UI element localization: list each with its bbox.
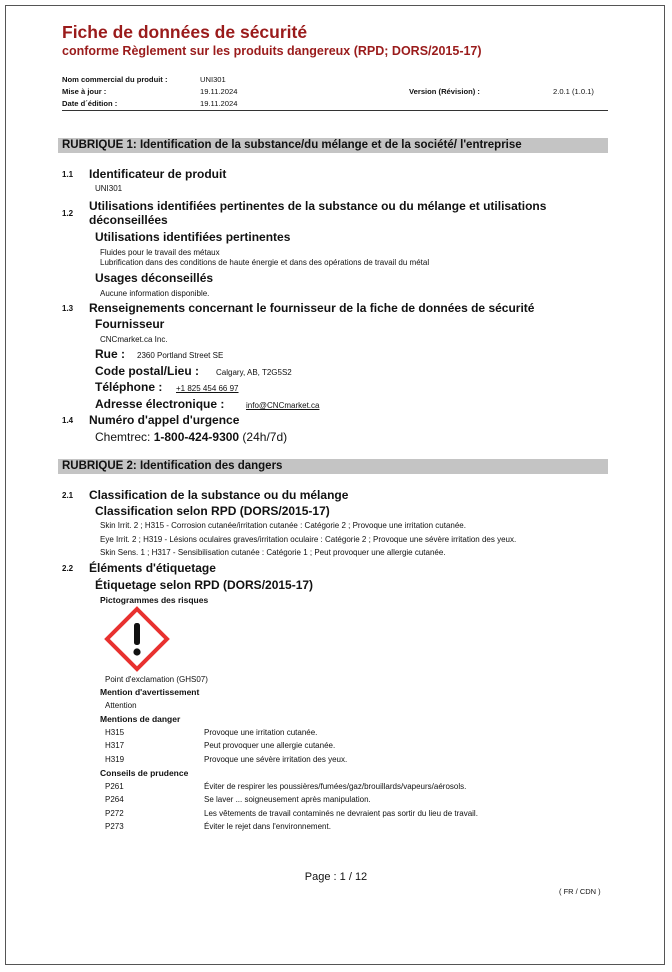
precaution-text: Éviter de respirer les poussières/fumées/gaz/brouillards/vapeurs/aérosols. [204,782,467,791]
identified-use-1: Fluides pour le travail des métaux [100,248,220,257]
section-1-2-title-line2: déconseillées [89,213,168,227]
language-code: ( FR / CDN ) [559,887,601,896]
product-name-label: Nom commercial du produit : [62,75,168,84]
classification-subtitle: Classification selon RPD (DORS/2015-17) [95,504,330,518]
edition-date: 19.11.2024 [200,99,238,108]
labelling-subtitle: Étiquetage selon RPD (DORS/2015-17) [95,578,314,592]
emergency-phone: 1-800-424-9300 [153,430,240,444]
discouraged-uses-title: Usages déconseillés [95,271,214,285]
section-1-heading: RUBRIQUE 1: Identification de la substance/du mélange et de la société/ l'entreprise [58,138,608,153]
product-identifier: UNI301 [95,184,123,193]
section-2-heading: RUBRIQUE 2: Identification des dangers [58,459,608,474]
hazard-text: Provoque une sévère irritation des yeux. [204,755,348,764]
street-label: Rue : [95,347,125,361]
phone-label: Téléphone : [95,380,163,394]
precautionary-statements-title: Conseils de prudence [100,768,189,778]
identified-uses-title: Utilisations identifiées pertinentes [95,230,291,244]
header-divider [62,110,608,111]
signal-word-title: Mention d'avertissement [100,687,200,697]
identified-use-2: Lubrification dans des conditions de haute énergie et dans des opérations de travail du métal [100,258,430,267]
precaution-code: P264 [105,795,124,804]
postal-label: Code postal/Lieu : [95,364,200,378]
precaution-code: P272 [105,809,124,818]
emergency-suffix: (24h/7d) [239,430,288,444]
precaution-code: P273 [105,822,124,831]
hazard-code: H315 [105,728,125,737]
pictogram-caption: Point d'exclamation (GHS07) [105,675,208,684]
emergency-number [95,430,287,444]
section-2-2-title: Éléments d'étiquetage [89,561,216,575]
version-value: 2.0.1 (1.0.1) [553,87,594,96]
update-label: Mise à jour : [62,87,107,96]
pictograms-title: Pictogrammes des risques [100,595,209,605]
precaution-code: P261 [105,782,124,791]
supplier-value: CNCmarket.ca Inc. [100,335,168,344]
phone-link[interactable]: +1 825 454 66 97 [176,384,239,393]
edition-label: Date d´édition : [62,99,118,108]
document-title: Fiche de données de sécurité [62,22,308,42]
section-1-1-title: Identificateur de produit [89,167,227,181]
email-label: Adresse électronique : [95,397,225,411]
hazard-text: Peut provoquer une allergie cutanée. [204,741,336,750]
section-2-1-number: 2.1 [62,491,74,500]
document-subtitle: conforme Règlement sur les produits dangereux (RPD; DORS/2015-17) [62,44,482,58]
section-1-2-number: 1.2 [62,209,74,218]
precaution-text: Les vêtements de travail contaminés ne devraient pas sortir du lieu de travail. [204,809,478,818]
supplier-title: Fournisseur [95,317,165,331]
emergency-prefix: Chemtrec: [95,430,154,444]
hazard-text: Provoque une irritation cutanée. [204,728,318,737]
classification-line-3: Skin Sens. 1 ; H317 - Sensibilisation cutanée : Catégorie 1 ; Peut provoquer une allergie cutanée. [100,548,446,557]
section-1-3-number: 1.3 [62,304,74,313]
section-1-4-number: 1.4 [62,416,74,425]
section-1-2-title-line1: Utilisations identifiées pertinentes de la substance ou du mélange et utilisations [89,199,547,213]
section-1-1-number: 1.1 [62,170,74,179]
precaution-text: Se laver ... soigneusement après manipulation. [204,795,371,804]
section-2-2-number: 2.2 [62,564,74,573]
section-2-1-title: Classification de la substance ou du mélange [89,488,349,502]
exclamation-pictogram-icon [104,606,170,672]
email-link[interactable]: info@CNCmarket.ca [246,401,320,410]
classification-line-1: Skin Irrit. 2 ; H315 - Corrosion cutanée/irritation cutanée : Catégorie 2 ; Provoque une irritation cutanée. [100,521,466,530]
precaution-text: Éviter le rejet dans l'environnement. [204,822,331,831]
hazard-code: H319 [105,755,125,764]
product-name-value: UNI301 [200,75,226,84]
section-1-4-title: Numéro d'appel d'urgence [89,413,240,427]
signal-word-value: Attention [105,701,137,710]
update-date: 19.11.2024 [200,87,238,96]
hazard-code: H317 [105,741,125,750]
hazard-statements-title: Mentions de danger [100,714,181,724]
section-1-3-title: Renseignements concernant le fournisseur de la fiche de données de sécurité [89,301,535,315]
discouraged-uses-value: Aucune information disponible. [100,289,210,298]
page-number: Page : 1 / 12 [304,871,368,883]
version-label: Version (Révision) : [409,87,480,96]
street-value: 2360 Portland Street SE [137,351,224,360]
postal-value: Calgary, AB, T2G5S2 [216,368,292,377]
classification-line-2: Eye Irrit. 2 ; H319 - Lésions oculaires graves/irritation oculaire : Catégorie 2 ; Provoque une sévère irritation des yeux. [100,535,517,544]
